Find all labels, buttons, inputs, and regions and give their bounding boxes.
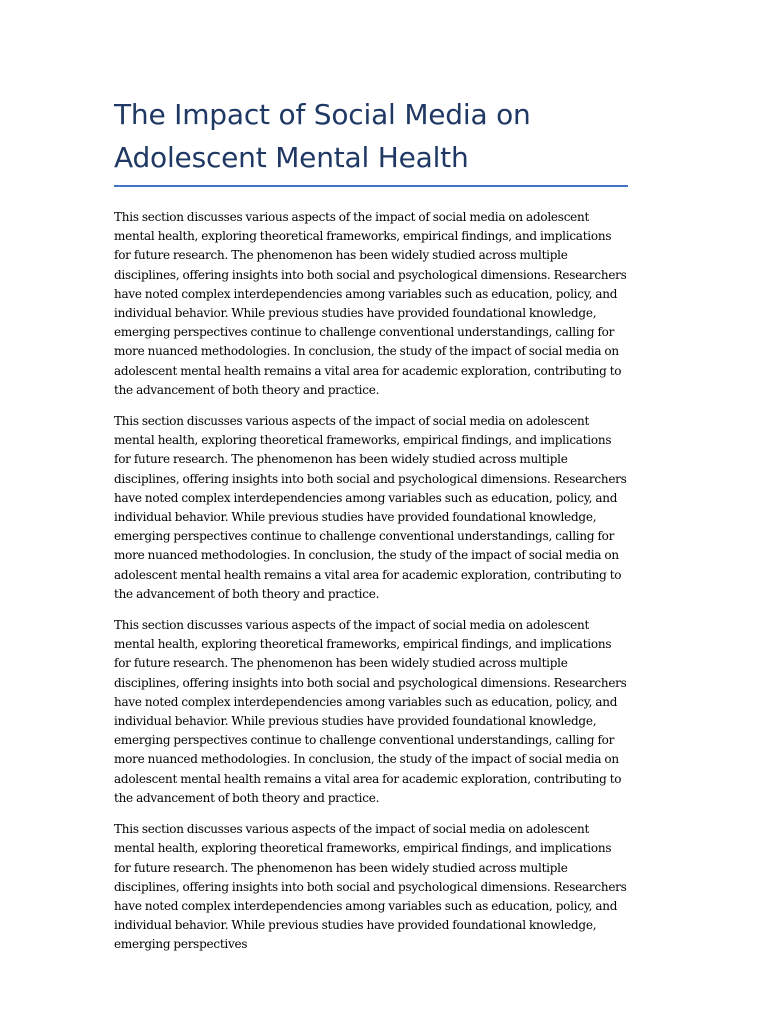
document-title: The Impact of Social Media on Adolescent Mental Health [114, 98, 531, 174]
paragraph-2: This section discusses various aspects of the impact of social media on adolescent mental health, exploring theoretical frameworks, empirical findings, and implications for future research. The phenomenon has been widely studied across multiple disciplines, offering insights into both social and psychological dimensions. Researchers have noted complex interdependencies among variables such as education, policy, and individual behavior. While previous studies have provided foundational knowledge, emerging perspectives continue to challenge conventional understandings, calling for more nuanced methodologies. In conclusion, the study of the impact of social media on adolescent mental health remains a vital area for academic exploration, contributing to the advancement of both theory and practice. [114, 414, 627, 601]
paragraph-1: This section discusses various aspects of the impact of social media on adolescent mental health, exploring theoretical frameworks, empirical findings, and implications for future research. The phenomenon has been widely studied across multiple disciplines, offering insights into both social and psychological dimensions. Researchers have noted complex interdependencies among variables such as education, policy, and individual behavior. While previous studies have provided foundational knowledge, emerging perspectives continue to challenge conventional understandings, calling for more nuanced methodologies. In conclusion, the study of the impact of social media on adolescent mental health remains a vital area for academic exploration, contributing to the advancement of both theory and practice. [114, 210, 627, 397]
document-body [114, 208, 628, 955]
paragraph-3: This section discusses various aspects of the impact of social media on adolescent mental health, exploring theoretical frameworks, empirical findings, and implications for future research. The phenomenon has been widely studied across multiple disciplines, offering insights into both social and psychological dimensions. Researchers have noted complex interdependencies among variables such as education, policy, and individual behavior. While previous studies have provided foundational knowledge, emerging perspectives continue to challenge conventional understandings, calling for more nuanced methodologies. In conclusion, the study of the impact of social media on adolescent mental health remains a vital area for academic exploration, contributing to the advancement of both theory and practice. [114, 618, 627, 805]
document-page [114, 93, 628, 967]
title-underline-rule [114, 185, 628, 187]
paragraph-4: This section discusses various aspects of the impact of social media on adolescent mental health, exploring theoretical frameworks, empirical findings, and implications for future research. The phenomenon has been widely studied across multiple disciplines, offering insights into both social and psychological dimensions. Researchers have noted complex interdependencies among variables such as education, policy, and individual behavior. While previous studies have provided foundational knowledge, emerging perspectives [114, 822, 627, 952]
